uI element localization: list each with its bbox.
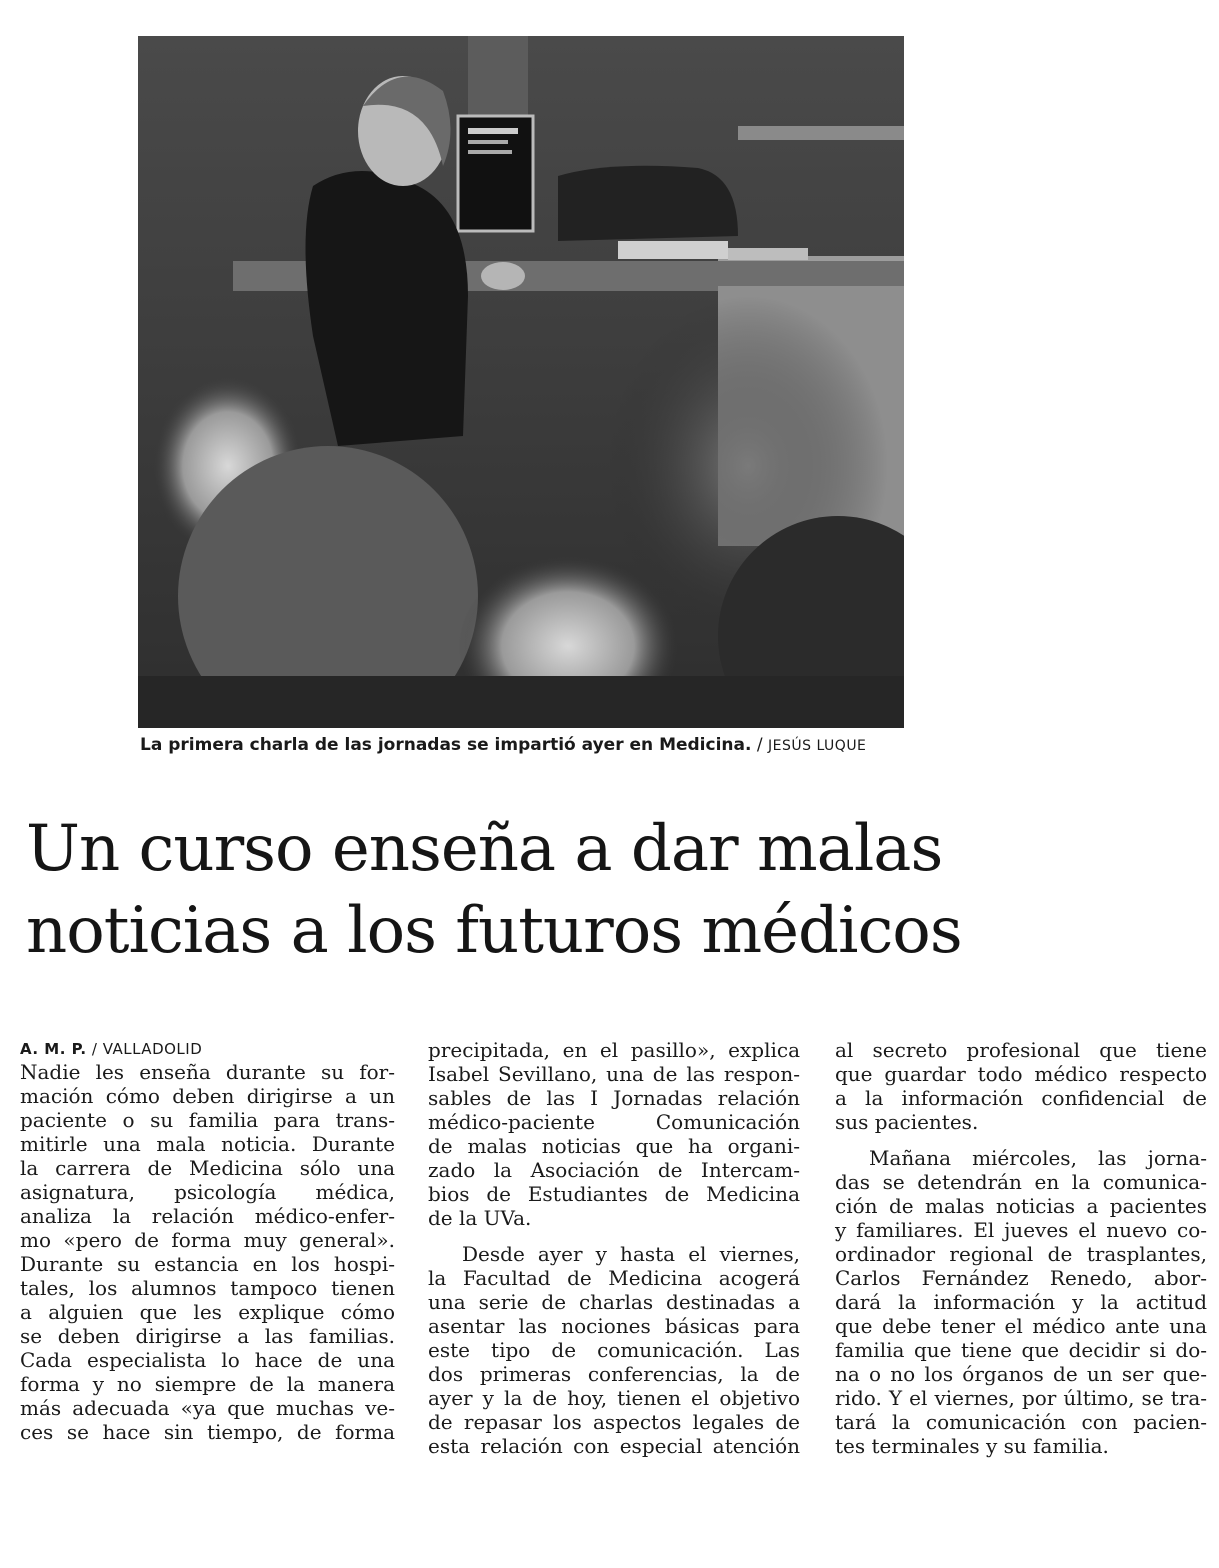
article-column-1 <box>20 1038 395 1444</box>
text-line: sables de las I Jornadas relación <box>428 1086 800 1110</box>
text-line: familia que tiene que decidir si do- <box>835 1338 1207 1362</box>
photo-caption <box>140 733 920 758</box>
text-line: paciente o su familia para trans- <box>20 1108 395 1132</box>
text-line: una serie de charlas destinadas a <box>428 1290 800 1314</box>
text-line: asignatura, psicología médica, <box>20 1180 395 1204</box>
headline <box>26 808 1206 972</box>
article-column-2 <box>428 1038 800 1458</box>
byline-separator: / <box>86 1040 103 1058</box>
byline-place: VALLADOLID <box>102 1040 203 1058</box>
text-line: Isabel Sevillano, una de las respon- <box>428 1062 800 1086</box>
text-line: mitirle una mala noticia. Durante <box>20 1132 395 1156</box>
text-line: que debe tener el médico ante una <box>835 1314 1207 1338</box>
paragraph <box>428 1038 800 1230</box>
text-line: forma y no siempre de la manera <box>20 1372 395 1396</box>
photo-illustration <box>138 36 904 728</box>
text-line: na o no los órganos de un ser que- <box>835 1362 1207 1386</box>
text-line: ayer y la de hoy, tienen el objetivo <box>428 1386 800 1410</box>
text-line: dará la información y la actitud <box>835 1290 1207 1314</box>
text-line: Carlos Fernández Renedo, abor- <box>835 1266 1207 1290</box>
text-line: mo «pero de forma muy general». <box>20 1228 395 1252</box>
text-line: este tipo de comunicación. Las <box>428 1338 800 1362</box>
headline-line-2: noticias a los futuros médicos <box>26 894 962 968</box>
text-line: mación cómo deben dirigirse a un <box>20 1084 395 1108</box>
text-line: rido. Y el viernes, por último, se tra- <box>835 1386 1207 1410</box>
paragraph <box>428 1242 800 1458</box>
text-line: precipitada, en el pasillo», explica <box>428 1038 800 1062</box>
text-line: Cada especialista lo hace de una <box>20 1348 395 1372</box>
news-photo <box>138 36 904 728</box>
text-line: das se detendrán en la comunica- <box>835 1170 1207 1194</box>
text-line: asentar las nociones básicas para <box>428 1314 800 1338</box>
text-line: de repasar los aspectos legales de <box>428 1410 800 1434</box>
text-line: esta relación con especial atención <box>428 1434 800 1458</box>
text-line: bios de Estudiantes de Medicina <box>428 1182 800 1206</box>
text-line: Desde ayer y hasta el viernes, <box>462 1242 800 1266</box>
paragraph <box>835 1146 1207 1458</box>
text-line: zado la Asociación de Intercam- <box>428 1158 800 1182</box>
text-line: Mañana miércoles, las jorna- <box>869 1146 1207 1170</box>
text-line: ción de malas noticias a pacientes <box>835 1194 1207 1218</box>
text-line: a la información confidencial de <box>835 1086 1207 1110</box>
headline-line-1: Un curso enseña a dar malas <box>26 812 943 886</box>
caption-text: La primera charla de las jornadas se impartió ayer en Medicina. <box>140 735 752 755</box>
text-line: más adecuada «ya que muchas ve- <box>20 1396 395 1420</box>
text-line: y familiares. El jueves el nuevo co- <box>835 1218 1207 1242</box>
text-line: de malas noticias que ha organi- <box>428 1134 800 1158</box>
text-line: Nadie les enseña durante su for- <box>20 1060 395 1084</box>
text-line: que guardar todo médico respecto <box>835 1062 1207 1086</box>
text-line: Durante su estancia en los hospi- <box>20 1252 395 1276</box>
text-line: la Facultad de Medicina acogerá <box>428 1266 800 1290</box>
text-line: médico-paciente Comunicación <box>428 1110 800 1134</box>
text-line: al secreto profesional que tiene <box>835 1038 1207 1062</box>
text-line: de la UVa. <box>428 1206 532 1230</box>
byline-author: A. M. P. <box>20 1040 87 1058</box>
text-line: analiza la relación médico-enfer- <box>20 1204 395 1228</box>
text-line: se deben dirigirse a las familias. <box>20 1324 395 1348</box>
paragraph <box>20 1060 395 1444</box>
text-line: ces se hace sin tiempo, de forma <box>20 1420 395 1444</box>
byline <box>20 1038 395 1060</box>
text-line: sus pacientes. <box>835 1110 979 1134</box>
text-line: dos primeras conferencias, la de <box>428 1362 800 1386</box>
article-column-3 <box>835 1038 1207 1458</box>
paragraph <box>835 1038 1207 1134</box>
text-line: tará la comunicación con pacien- <box>835 1410 1207 1434</box>
text-line: la carrera de Medicina sólo una <box>20 1156 395 1180</box>
photo-credit: JESÚS LUQUE <box>768 738 867 754</box>
text-line: tes terminales y su familia. <box>835 1434 1109 1458</box>
caption-separator: / <box>751 735 768 755</box>
text-line: a alguien que les explique cómo <box>20 1300 395 1324</box>
text-line: ordinador regional de trasplantes, <box>835 1242 1207 1266</box>
text-line: tales, los alumnos tampoco tienen <box>20 1276 395 1300</box>
